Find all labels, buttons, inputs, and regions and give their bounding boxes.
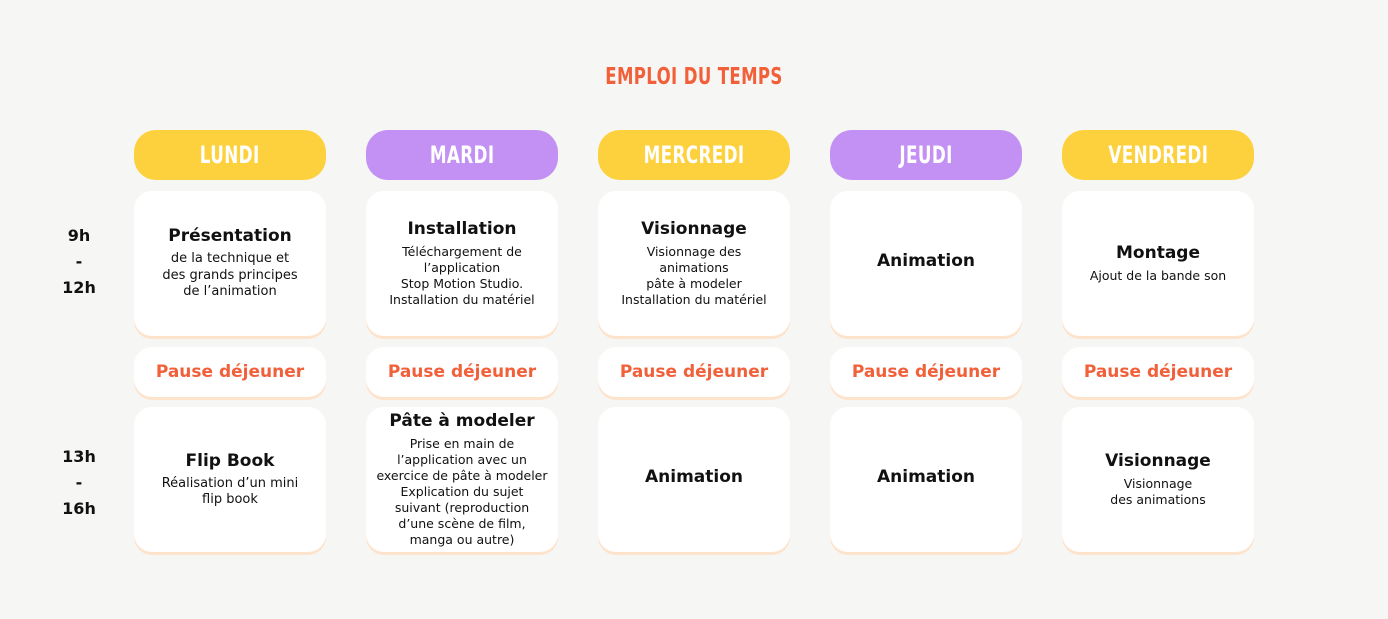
day-header-friday [1062,130,1254,180]
card-friday-morning [1062,191,1254,336]
pause-label: Pause déjeuner [387,362,537,382]
card-thursday-morning [830,191,1022,336]
card-wednesday-morning [598,191,790,336]
card-title: Animation [876,467,975,487]
card-text: Visionnage des animations [1110,476,1206,507]
card-title: Visionnage [641,219,747,239]
card-friday-afternoon [1062,407,1254,552]
day-label: VENDREDI [1108,141,1208,169]
card-monday-morning [134,191,326,336]
day-label: JEUDI [899,141,953,169]
day-label: MERCREDI [643,141,745,169]
day-header-thursday [830,130,1022,180]
card-monday-afternoon [134,407,326,552]
pause-label: Pause déjeuner [619,362,769,382]
card-title: Présentation [168,226,292,247]
card-wednesday-afternoon [598,407,790,552]
pause-wednesday [598,347,790,397]
time-afternoon: 13h - 16h [62,447,96,518]
card-text: Ajout de la bande son [1089,268,1227,283]
day-header-wednesday [598,130,790,180]
card-text: Téléchargement de l’application Stop Motion Studio. Installation du matériel [389,244,535,307]
card-thursday-afternoon [830,407,1022,552]
card-text: Visionnage des animations pâte à modeler Installation du matériel [621,244,767,307]
page-title: EMPLOI DU TEMPS [605,64,783,90]
card-tuesday-afternoon [366,407,558,552]
pause-friday [1062,347,1254,397]
day-label: MARDI [429,141,495,169]
pause-monday [134,347,326,397]
card-text: de la technique et des grands principes de l’animation [162,251,298,300]
card-title: Installation [407,219,517,239]
card-title: Flip Book [185,450,275,471]
card-text: Prise en main de l’application avec un exercice de pâte à modeler Explication du sujet suivant (reproduction d’une scène de film, manga ou autre) [376,436,548,547]
card-title: Pâte à modeler [389,411,535,431]
day-header-tuesday [366,130,558,180]
pause-label: Pause déjeuner [1083,362,1233,382]
card-tuesday-morning [366,191,558,336]
pause-tuesday [366,347,558,397]
pause-label: Pause déjeuner [155,362,305,382]
day-header-monday [134,130,326,180]
card-title: Animation [644,467,743,487]
time-morning: 9h - 12h [62,226,96,297]
card-title: Montage [1116,243,1200,263]
pause-label: Pause déjeuner [851,362,1001,382]
card-title: Visionnage [1105,451,1211,471]
card-title: Animation [876,251,975,271]
card-text: Réalisation d’un mini flip book [161,475,299,507]
pause-thursday [830,347,1022,397]
day-label: LUNDI [200,141,260,169]
